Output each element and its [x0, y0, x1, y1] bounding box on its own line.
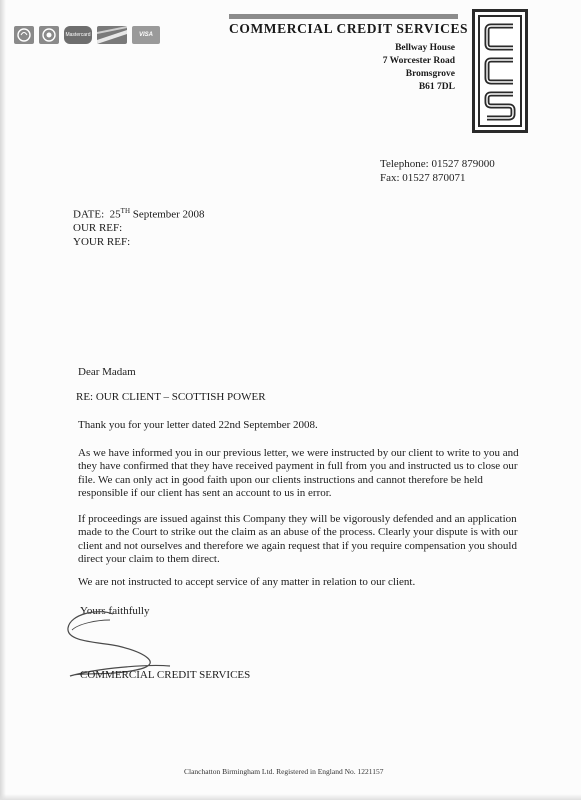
- address-line: 7 Worcester Road: [382, 56, 455, 66]
- mastercard-logo-icon: Mastercard: [64, 26, 92, 44]
- date-day: 25: [109, 208, 121, 221]
- company-address: [383, 42, 455, 94]
- address-line: B61 7DL: [418, 82, 455, 92]
- reference-block: [73, 205, 205, 249]
- date-line: [73, 205, 205, 222]
- ccs-logo: [472, 9, 528, 133]
- signatory: COMMERCIAL CREDIT SERVICES: [80, 669, 251, 681]
- contact-details: [380, 158, 495, 185]
- address-line: Bellway House: [395, 43, 455, 53]
- paragraph-1: Thank you for your letter dated 22nd September 2008.: [78, 419, 318, 431]
- paragraph-3: If proceedings are issued against this Company they will be vigorously defended and an application made to the Court to strike out the claim as an abuse of the process. Clearly your dispute is with our client and not ourselves and therefore we again request that if you require compensation you should direct your claim to them direct.: [78, 513, 518, 565]
- paragraph-2: As we have informed you in our previous letter, we were instructed by our client to write to you and they have confirmed that they have received payment in full from you and instructed us to close our file. We can only act in good faith upon our clients instructions and cannot therefore be held responsible if our client has sent an account to us in error.: [78, 447, 519, 499]
- your-ref: YOUR REF:: [73, 235, 131, 248]
- fax: Fax: 01527 870071: [380, 171, 466, 184]
- card-logo-4-icon: [97, 26, 127, 44]
- card-logo-2-icon: [39, 26, 59, 44]
- ccs-logo-icon: [475, 12, 525, 130]
- our-ref: OUR REF:: [73, 222, 123, 235]
- registration-footer: Clanchatton Birmingham Ltd. Registered in England No. 1221157: [184, 767, 384, 776]
- date-rest: September 2008: [132, 208, 205, 221]
- paragraph-4: We are not instructed to accept service of any matter in relation to our client.: [78, 576, 416, 588]
- header-rule: [229, 14, 458, 19]
- salutation: Dear Madam: [78, 366, 136, 378]
- address-line: Bromsgrove: [405, 69, 455, 79]
- scan-edge-shadow: [0, 0, 6, 800]
- card-logo-1-icon: [14, 26, 34, 44]
- payment-card-logos: [14, 26, 160, 44]
- date-suffix: TH: [120, 207, 131, 215]
- closing: Yours faithfully: [80, 605, 150, 617]
- date-label: DATE:: [73, 208, 105, 221]
- company-name: COMMERCIAL CREDIT SERVICES: [229, 21, 469, 36]
- visa-logo-icon: VISA: [132, 26, 160, 44]
- subject-line: RE: OUR CLIENT – SCOTTISH POWER: [76, 391, 266, 403]
- scan-edge-shadow-bottom: [0, 794, 581, 800]
- telephone: Telephone: 01527 879000: [380, 158, 495, 170]
